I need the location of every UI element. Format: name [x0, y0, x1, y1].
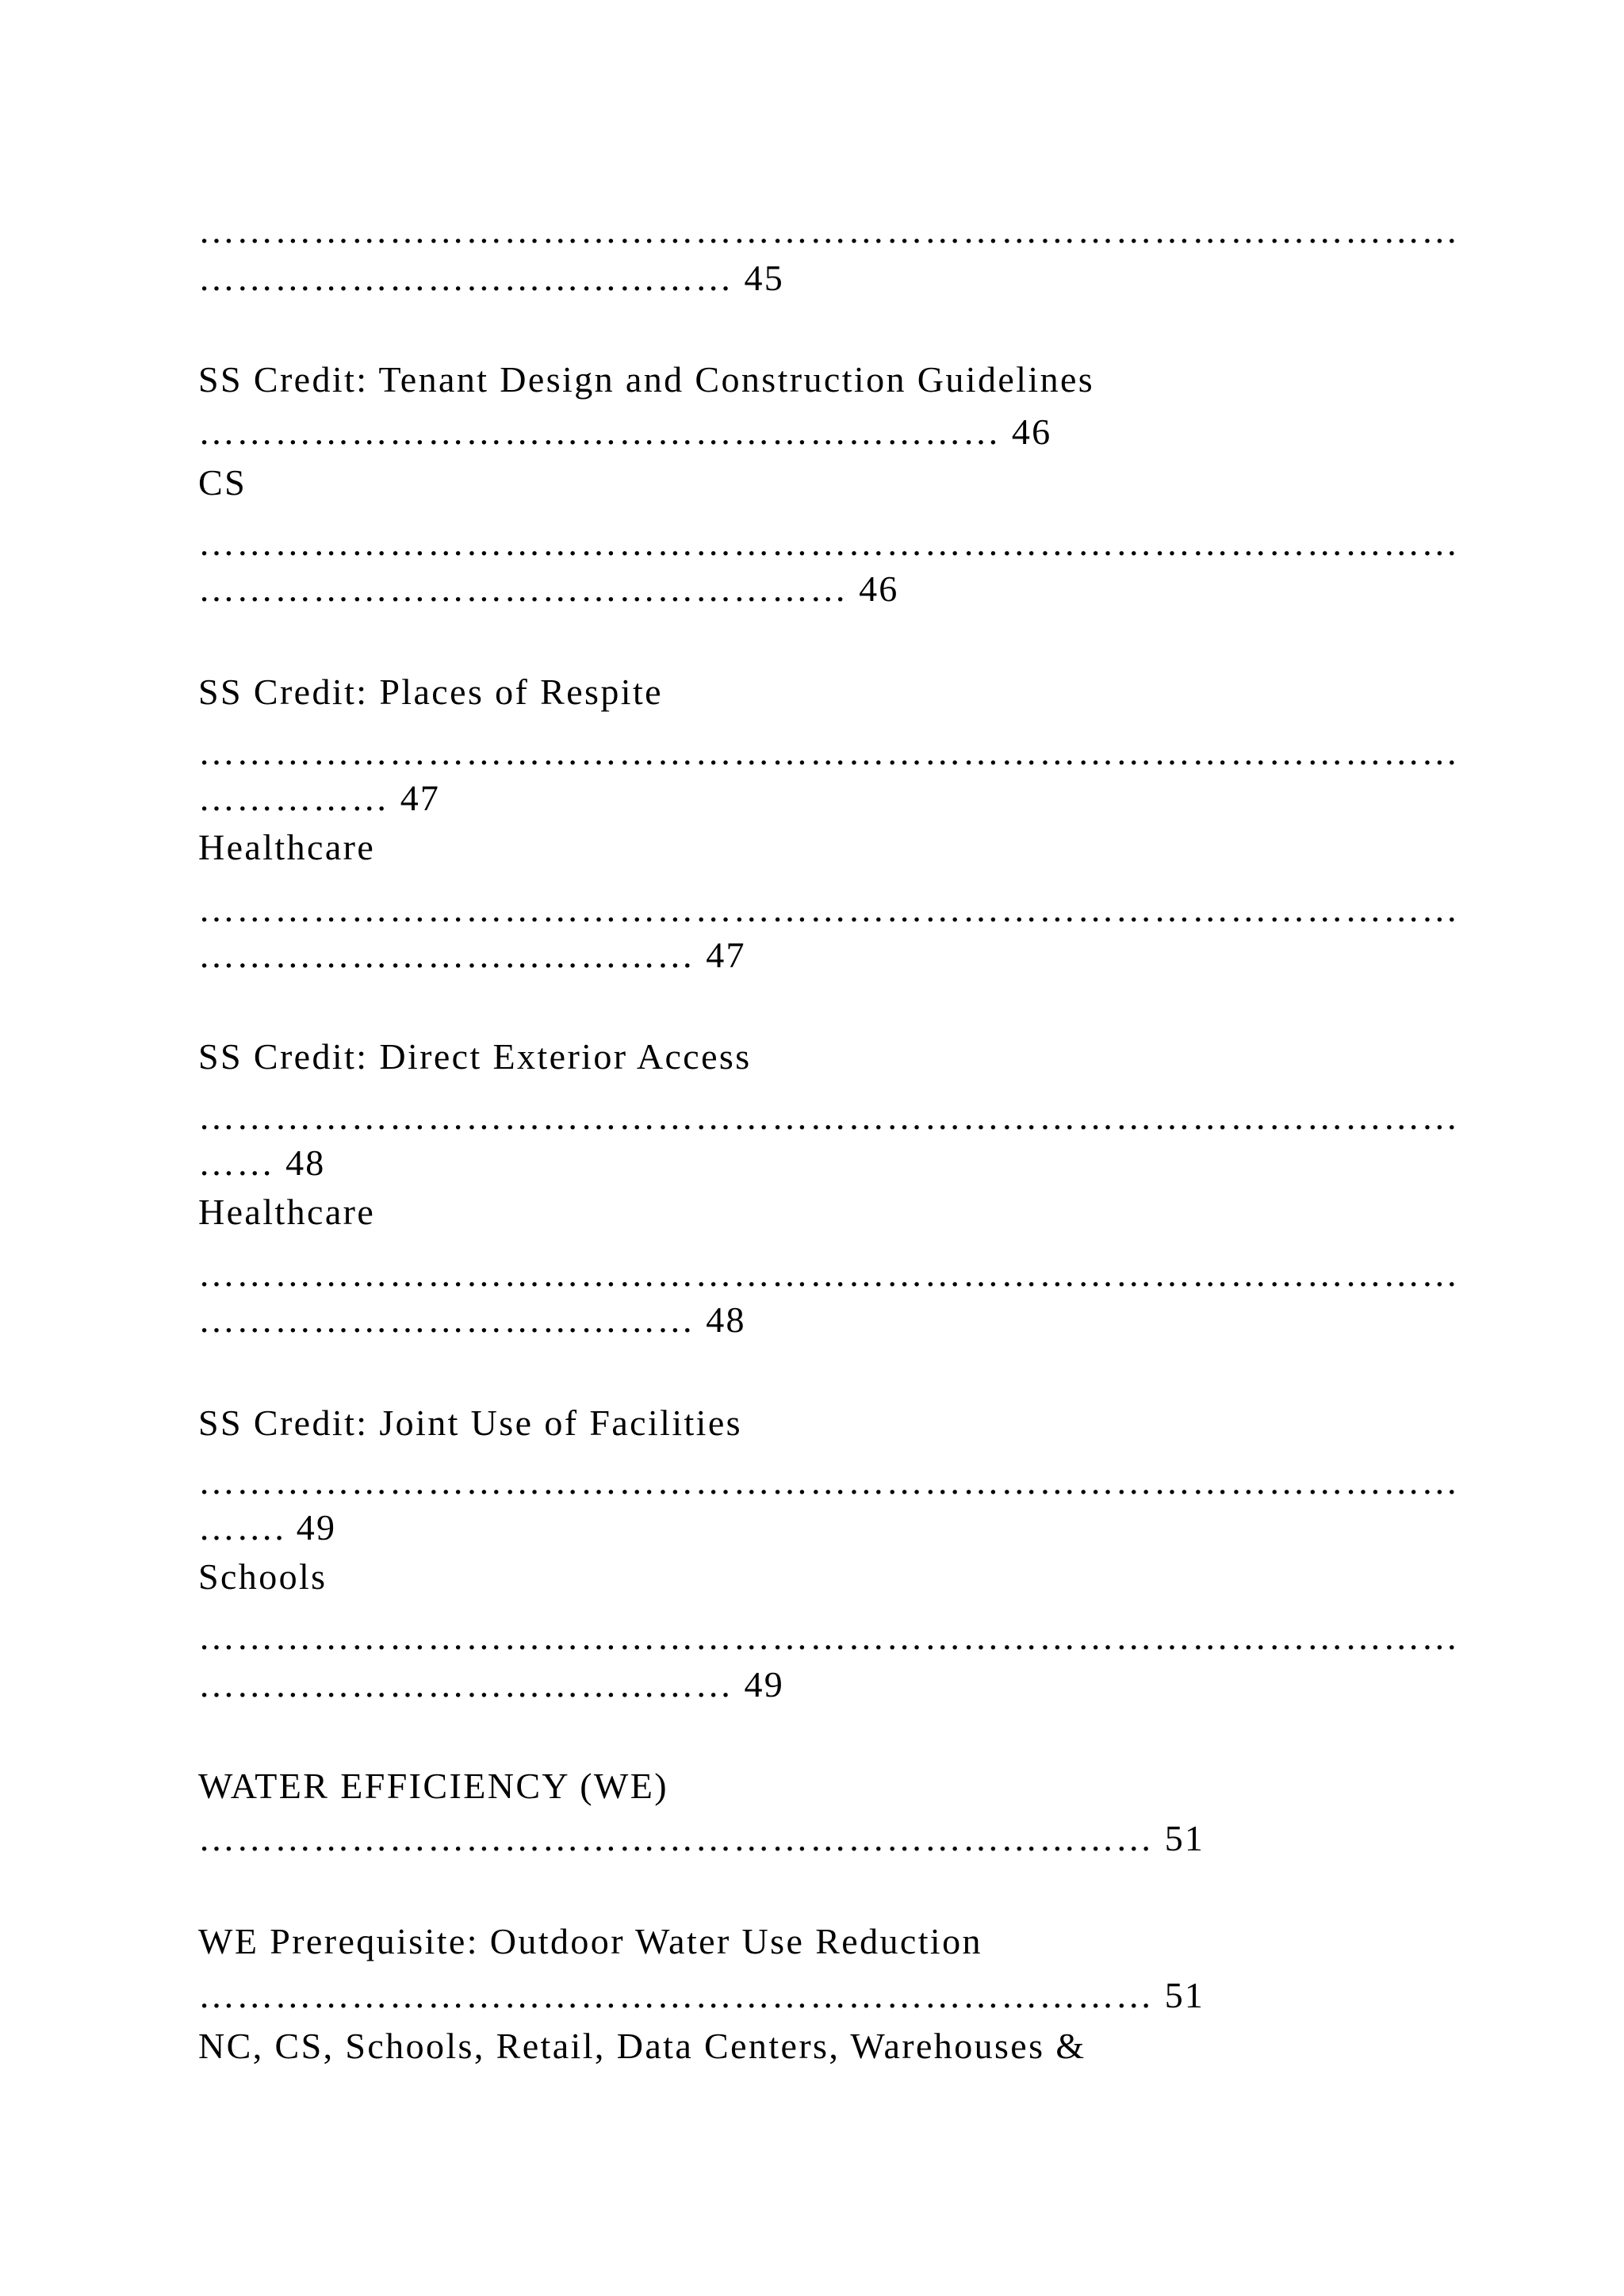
toc-entry-title: WE Prerequisite: Outdoor Water Use Reduction: [198, 1921, 982, 1961]
toc-page-number-line: ……. 49: [198, 1507, 337, 1548]
toc-page-number-line: ………………………………………………………………… 51: [198, 1818, 1205, 1858]
toc-leader-line: ………………………………………………………………………………………: [198, 1253, 1460, 1294]
toc-subentry: Healthcare: [198, 827, 376, 867]
toc-subentry: NC, CS, Schools, Retail, Data Centers, Warehouses &: [198, 2026, 1086, 2066]
toc-leader-line: ………………………………………………………………………………………: [198, 1461, 1460, 1502]
toc-leader-line: ………………………………………………………………………………………: [198, 210, 1460, 251]
toc-page-number-line: …………………………………… 45: [198, 258, 784, 298]
toc-entry-title: SS Credit: Joint Use of Facilities: [198, 1402, 742, 1443]
toc-leader-line: ………………………………………………………………………………………: [198, 889, 1460, 929]
toc-page-number-line: …… 48: [198, 1142, 326, 1183]
toc-entry-title: SS Credit: Direct Exterior Access: [198, 1036, 752, 1077]
toc-page-number-line: ………………………………… 47: [198, 935, 746, 975]
toc-page-number-line: …………… 47: [198, 778, 441, 818]
toc-section-heading: WATER EFFICIENCY (WE): [198, 1766, 668, 1806]
toc-leader-line: ………………………………………………………………………………………: [198, 522, 1460, 563]
toc-entry-title: SS Credit: Places of Respite: [198, 672, 663, 712]
toc-page-number-line: ………………………………… 48: [198, 1299, 746, 1340]
toc-entry-title: SS Credit: Tenant Design and Construction Guidelines: [198, 359, 1095, 400]
toc-leader-line: ………………………………………………………………………………………: [198, 732, 1460, 772]
toc-subentry: CS: [198, 462, 247, 503]
toc-page-number-line: …………………………………… 49: [198, 1664, 784, 1705]
toc-leader-line: ………………………………………………………………………………………: [198, 1096, 1460, 1137]
toc-page-number-line: …………………………………………… 46: [198, 568, 899, 609]
toc-subentry: Healthcare: [198, 1192, 376, 1232]
toc-page-number-line: ………………………………………………………………… 51: [198, 1975, 1205, 2015]
toc-page-number-line: ……………………………………………………… 46: [198, 411, 1052, 452]
toc-leader-line: ………………………………………………………………………………………: [198, 1617, 1460, 1657]
toc-subentry: Schools: [198, 1556, 327, 1597]
